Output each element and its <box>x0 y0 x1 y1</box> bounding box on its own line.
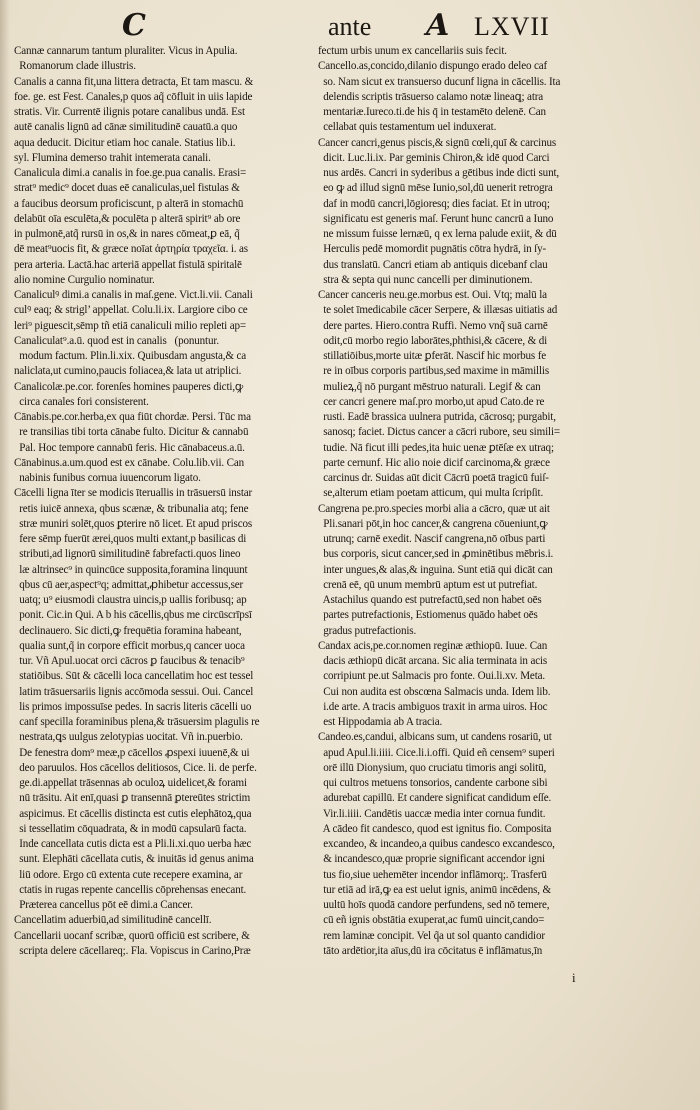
text-line: stributi,ad lignorū similitudinē fabrefacti.quos lineo <box>14 548 241 561</box>
text-line: lis primos impossuīse pedes. In sacris literis cācelli uo <box>14 700 252 713</box>
text-line: A cādeo fit candesco, quod est ignitus fio. Composita <box>318 822 552 835</box>
text-line: odit,cū morbo regio laborātes,phthisi,& cācere, & di <box>318 334 548 347</box>
text-line: uatq; u⁹ eiusmodi claustra uincis,p uallis foribusq; ap <box>14 594 247 606</box>
text-line: Cui non audita est obscœna Salmacis unda. Idem lib. <box>318 685 551 698</box>
text-line: Cancer cancri,genus piscis,& signū cœli,quī & carcinus <box>318 136 557 149</box>
text-line: tur. Vñ Apul.uocat orci cācros ꝑ faucibus & tenacib⁹ <box>14 655 245 667</box>
text-line: stræ muniri solēt,quos ꝑterire nō licet. Et apud priscos <box>14 517 253 530</box>
text-line: parte cernunf. Hic alio noie dicif carcinoma,& græce <box>318 456 550 469</box>
right-text-column <box>318 44 610 959</box>
text-line: cellabat quis testamentum uel induxerat. <box>318 121 497 134</box>
text-line: ge.di.appellat trāsennas ab oculoꝝ uidelicet,& forami <box>14 777 247 789</box>
text-line: significatu est generis maſ. Ferunt hunc cancrū a Iuno <box>318 212 554 225</box>
text-line: scripta delere cācellareq;. Fla. Vopiscus in Carino,Præ <box>14 944 251 957</box>
text-line: utrunq; carnē exedit. Nascif cangrena,nō oībus parti <box>318 533 546 545</box>
text-line: nestrata,ꝗs uulgus zelotypias uocitat. Vñ in.puerbio. <box>14 731 243 744</box>
text-line: rusti. Eadē brassica uulnera putrida, cācrosq; purgabit, <box>318 411 556 423</box>
text-line: delendis scriptis trāsuerso calamo notæ lineaꝗ; atra <box>318 90 544 103</box>
text-line: inter ungues,& alas,& inguina. Sunt etiā qui dicāt can <box>318 563 553 576</box>
text-line: apud Apul.li.iiii. Cice.li.i.offi. Quid eñ censem⁹ superi <box>318 746 555 759</box>
text-line: rem laminæ concipit. Vel q̃a ut sol quanto candidior <box>318 929 545 942</box>
text-line: Inde cancellata cutis dicta est a Pli.li.xi.quo uerba hæc <box>14 838 252 850</box>
text-line: culꝰ eaq; & strigl’ appellat. Colu.li.ix. Largiore cibo ce <box>14 304 248 317</box>
text-line: tudie. Nā ficut illi pedes,ita huic uenæ ꝑtēſæ ex utraq; <box>318 441 554 454</box>
text-line: bus corporis, sicut cancer,sed in ꝓminētibus mēbris.i. <box>318 548 554 561</box>
text-line: corripiunt pe.ut Salmacis pro fonte. Oui.li.xv. Meta. <box>318 670 546 683</box>
text-line: sanosq; faciet. Dictus cancer a cācri rubore, seu simili= <box>318 426 560 439</box>
text-line: aspicimus. Et cācellis distincta est cutis elephātoꝝ,qua <box>14 807 252 820</box>
text-line: & incandesco,quæ proprie significant accendor igni <box>318 853 545 866</box>
text-line: Cangrena pe.pro.species morbi alia a cācro, quæ ut ait <box>318 502 550 515</box>
text-line: declinauero. Sic dicti,ꝙ frequētia foramina habeant, <box>14 624 242 637</box>
text-line: Pli.sanari pōt,in hoc cancer,& cangrena cōueniunt,ꝙ <box>318 517 548 530</box>
text-line: Canaliculꝰ dimi.a canalis in maſ.gene. Vict.li.vii. Canali <box>14 289 253 301</box>
text-line: eo ꝙ ad illud signū mēse Iunio,sol,dū uenerit retrogra <box>318 182 553 195</box>
text-line: dē meat⁹uocis fit, & græce noīat ἀρτηρία τραχεῖα. i. as <box>14 243 248 256</box>
text-line: alio nomine Curgulio nominatur. <box>14 273 155 286</box>
text-line: foe. ge. est Fest. Canales,p quos aq̃ cōfluit in uiis lapide <box>14 90 253 103</box>
text-line: leri⁹ piguescit,sēmp tñ etiā canaliculi milio repleti ap= <box>14 319 247 332</box>
text-line: Cannæ cannarum tantum pluraliter. Vicus in Apulia. <box>14 45 238 57</box>
text-line: Canalicolæ.pe.cor. forenſes homines pauperes dicti,ꝙ <box>14 380 244 393</box>
text-line: sunt. Elephāti cācellata cutis, & inuitās id genus anima <box>14 853 254 866</box>
text-line: Cācelli ligna īter se modicis īteruallis in trāsuersū instar <box>14 487 253 500</box>
text-line: re in oībus corporis partibus,sed maxime in māmillis <box>318 365 549 378</box>
text-line: Herculis pedē momordit pugnātis cōtra hydrā, in ſy- <box>318 243 547 256</box>
text-line: carcinus dr. Suidas aūt dicit Cācrū poetā tragicū fuiſ- <box>318 472 549 484</box>
text-line: ponit. Cic.in Qui. A b his cācellis,qbus me circūscrīpsī <box>14 609 252 622</box>
text-line: cū eñ ignis obstātia exuperat,ac fumū uincit,cando= <box>318 914 545 927</box>
text-line: orē illū Dionysium, quo cruciatu timoris angi solitū, <box>318 761 547 774</box>
text-line: Cancer canceris neu.ge.morbus est. Oui. Vtq; malū la <box>318 289 547 301</box>
text-line: tus fio,siue uehemēter incendor inflāmorq;. Trasferū <box>318 868 547 881</box>
text-line: Candax acis,pe.cor.nomen reginæ æthiopū. Iuue. Can <box>318 639 548 652</box>
text-line: Canalicula dimi.a canalis in foe.ge.pua canalis. Erasi= <box>14 167 247 179</box>
text-line: De fenestra dom⁹ meæ,p cācellos ꝓspexi iuuenē,& ui <box>14 746 250 759</box>
text-line: cer cancri genere maſ.pro morbo,ut apud Cato.de re <box>318 395 545 408</box>
signature-mark: i <box>572 970 576 985</box>
text-line: partes putrefactionis, Estiomenus quādo habet oēs <box>318 609 538 622</box>
text-line: te solet īmedicabile cācer Serpere, & illæsas uitiatis ad <box>318 304 558 317</box>
text-line: fere sēmp fuerūt ærei,quos multi extant,p basilicas di <box>14 533 247 545</box>
text-line: dus translatū. Cancri etiam ab antiquis dicebanf clau <box>318 258 548 271</box>
header-letter-left: C <box>122 8 146 43</box>
text-line: qualia sunt,q̃ in corpore efficit morbus,q cancer uoca <box>14 639 245 652</box>
text-line: stratis. Vir. Currentē ilignis potare canalibus undā. Est <box>14 106 245 118</box>
text-line: Canaliculat⁹.a.ū. quod est in canalis (ponuntur. <box>14 334 219 347</box>
text-line: dicit. Luc.li.ix. Par geminis Chiron,& idē quod Carci <box>318 151 550 164</box>
text-line: ne missum fuisse lernæū, q ex lerna palude exiit, & dū <box>318 228 557 240</box>
text-line: i.de arte. A tracis ambiguos traxit in arma uiros. Hoc <box>318 700 548 713</box>
text-line: modum factum. Plin.li.xix. Quibusdam angusta,& ca <box>14 350 247 362</box>
text-line: aqua deducit. Dicitur etiam hoc canale. Statius lib.i. <box>14 136 236 149</box>
text-line: dacis æthiopū dicāt arcana. Sic alia terminata in acis <box>318 655 548 667</box>
header-folio-numeral: LXVII <box>474 12 550 41</box>
text-line: nū trāsitu. Ait enī,quasi ꝑ transennā ꝑtereūtes strictim <box>14 792 251 805</box>
text-line: qui cultros metuens tonsorios, candente carbone sibi <box>318 777 548 789</box>
text-line: crenā eē, qū unum membrū aptum est ut putrefiat. <box>318 578 538 591</box>
text-line: dere partes. Hiero.contra Ruffi. Nemo vnq̃ suā carnē <box>318 319 548 332</box>
text-line: Cancello.as,concido,dilanio dispungo erado deleo caf <box>318 60 548 73</box>
text-line: syl. Flumina demerso trahit intemerata canali. <box>14 151 211 164</box>
text-line: adurebat capillū. Et candere significat candidum eſſe. <box>318 792 552 805</box>
text-line: canf specilla foraminibus plena,& trāsuersim plagulis re <box>14 716 260 728</box>
text-line: Cancellatim aduerbiū,ad similitudinē cancellī. <box>14 914 212 927</box>
text-line: stillatiōibus,morte uitæ ꝑferāt. Nascif hic morbus fe <box>318 350 547 362</box>
text-line: strat⁹ medic⁹ docet duas eē canaliculas,uel fistulas & <box>14 182 240 195</box>
text-line: Cancellarii uocanf scribæ, quorū officiū est scribere, & <box>14 929 250 942</box>
text-line: læ altrinsec⁹ in quincūce supposita,foramina linquunt <box>14 563 248 576</box>
text-line: re transilias tibi torta cānabe fulto. Dicitur & cannabū <box>14 426 249 439</box>
text-line: fectum urbis unum ex cancellariis suis fecit. <box>318 45 507 57</box>
text-line: ctatis in rugas repente cancellis cōprehensas enecant. <box>14 883 247 896</box>
text-line: Astachilus quando est putrefactū,sed non habet oēs <box>318 594 542 606</box>
text-line: statiōibus. Sūt & cācelli loca cancellatim hoc est tessel <box>14 670 254 683</box>
text-line: deo paruulos. Hos cācellos delitiosos, Cice. li. de perfe. <box>14 761 257 774</box>
text-line: retis iuicē annexa, qbus scænæ, & tribunalia atq; fene <box>14 502 249 515</box>
text-line: naliclata,ut cumino,paucis foliacea,& lata ut atriplici. <box>14 365 242 378</box>
header-letter-right: A <box>426 8 450 43</box>
text-line: Cānabinus.a.um.quod est ex cānabe. Colu.lib.vii. Can <box>14 456 245 469</box>
text-line: Cānabis.pe.cor.herba,ex qua fiūt chordæ. Persi. Tūc ma <box>14 411 251 423</box>
text-line: qbus cū aer,aspect⁹q; admittat,ꝓhibetur accessus,ser <box>14 578 244 591</box>
text-line: stra & septa qui nunc cancelli per diminutionem. <box>318 273 533 286</box>
text-line: a faucibus deorsum proficiscunt, p alterā in stomachū <box>14 197 244 210</box>
text-line: mulieꝝ,q̃ nō purgant mēstruo naturali. Legif & can <box>318 380 541 393</box>
text-line: daf in modū cancri,lōgioresq; dies faciat. Et in utroq; <box>318 197 550 210</box>
text-line: autē canalis lignū ad cānæ similitudinē cauatū.a quo <box>14 121 238 134</box>
text-line: Præterea cancellus pōt eē dimi.a Cancer. <box>14 899 193 911</box>
text-line: uultū hoīs quodā candore perfundens, sed nō temere, <box>318 899 550 911</box>
text-line: gradus putrefactionis. <box>318 624 417 637</box>
page-header <box>0 6 700 46</box>
text-line: in pulmonē,atq̃ rursū in os,& in nares cōmeat,ꝑ eā, q̃ <box>14 228 240 240</box>
text-line: si tessellatim cōquadrata, & in modū capsularū facta. <box>14 822 247 835</box>
text-line: liū odore. Ergo cū extenta cute recepere examina, ar <box>14 868 243 881</box>
text-line: delabūt oīa esculēta,& poculēta p alterā spirit⁹ ab ore <box>14 212 241 225</box>
text-line: nus ardēs. Cancri in syderibus a gētibus inde dicti sunt, <box>318 167 560 179</box>
text-line: nabinis funibus cornua iuuencorum ligato. <box>14 472 201 484</box>
text-line: est Hippodamia ab A tracia. <box>318 716 443 728</box>
header-word: ante <box>328 12 372 41</box>
text-line: excandeo, & incandeo,a quibus candesco excandesco, <box>318 838 555 850</box>
text-line: Romanorum clade illustris. <box>14 60 136 73</box>
text-line: latim trāsuersariis lignis accōmoda sessui. Oui. Cancel <box>14 685 254 698</box>
text-line: Pal. Hoc tempore cannabū feris. Hic cānabaceus.a.ū. <box>14 441 245 454</box>
text-line: Canalis a canna fit,una littera detracta, Et tam mascu. & <box>14 75 254 88</box>
text-line: tāto ardētior,ita aīus,dū ira cōcitatus ē inflāmatus,īn <box>318 944 543 957</box>
text-line: Vir.li.iiii. Candētis uaccæ media inter cornua fundit. <box>318 807 546 820</box>
text-line: so. Nam sicut ex transuerso ducunf ligna in cācellis. Ita <box>318 75 561 88</box>
text-line: se,alterum etiam poetam atticum, qui multa ſcripſit. <box>318 487 544 500</box>
text-line: mentariæ.Iureco.ti.de his q̄ in testamēto delenē. Can <box>318 106 546 118</box>
text-line: pera arteria. Lactā.hac arteriā appellat fistulā spiritalē <box>14 258 242 271</box>
left-text-column <box>14 44 310 959</box>
page-edge-shadow <box>0 0 10 1110</box>
text-line: Candeo.es,candui, albicans sum, ut candens rosariū, ut <box>318 731 552 744</box>
text-line: tur etiā ad irā,ꝙ ea est uelut ignis, animū incēdens, & <box>318 883 551 896</box>
text-line: circa canales fori consisterent. <box>14 395 149 408</box>
